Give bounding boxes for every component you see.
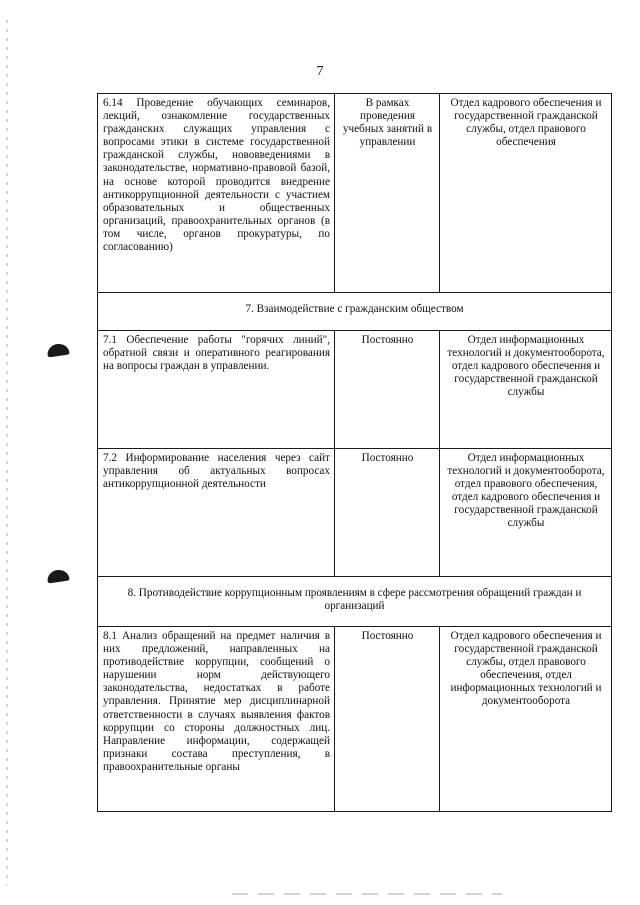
- activity-cell: 8.1 Анализ обращений на предмет наличия в них предложений, направленных на противодействие коррупции, сообщений о нарушении норм действующего законодательства, недостатках в работе управления. Принятие мер дисциплинарной ответственности в случаях выявления фактов коррупции со стороны должностных лиц. Направление информации, содержащей признаки состава преступления, в правоохранительные органы: [98, 627, 335, 812]
- scan-smudge-mark: [46, 569, 69, 584]
- page-number: 7: [316, 64, 324, 79]
- section-title: 8. Противодействие коррупционным проявлениям в сфере рассмотрения обращений граждан и организаций: [98, 577, 612, 627]
- table-row: [98, 627, 612, 812]
- section-header-row: [98, 577, 612, 627]
- activity-cell: 6.14 Проведение обучающих семинаров, лекций, ознакомление государственных гражданских служащих управления с вопросами этики в системе государственной гражданской службы, нововведениями в законодательстве, нормативно-правовой базой, на основе которой проводится внедрение антикоррупционной деятельности с участием образовательных и общественных организаций, правоохранительных органов (в том числе, органов прокуратуры, по согласованию): [98, 94, 335, 293]
- term-cell: В рамках проведения учебных занятий в управлении: [335, 94, 440, 293]
- table-row: [98, 331, 612, 449]
- table-row: [98, 449, 612, 577]
- table-row: [98, 94, 612, 293]
- anticorruption-plan-table: [97, 93, 612, 812]
- term-cell: Постоянно: [335, 331, 440, 449]
- term-cell: Постоянно: [335, 449, 440, 577]
- responsible-cell: Отдел кадрового обеспечения и государственной гражданской службы, отдел правового обеспечения: [440, 94, 612, 293]
- activity-cell: 7.2 Информирование населения через сайт управления об актуальных вопросах антикоррупционной деятельности: [98, 449, 335, 577]
- scan-edge-artifact: [6, 20, 8, 885]
- scan-bottom-artifact: [232, 893, 502, 895]
- scan-smudge-mark: [46, 343, 69, 358]
- term-cell: Постоянно: [335, 627, 440, 812]
- responsible-cell: Отдел кадрового обеспечения и государственной гражданской службы, отдел правового обеспечения, отдел информационных технологий и документооборота: [440, 627, 612, 812]
- section-title: 7. Взаимодействие с гражданским обществом: [98, 293, 612, 331]
- responsible-cell: Отдел информационных технологий и документооборота, отдел кадрового обеспечения и государственной гражданской службы: [440, 331, 612, 449]
- activity-cell: 7.1 Обеспечение работы "горячих линий", обратной связи и оперативного реагирования на вопросы граждан в управлении.: [98, 331, 335, 449]
- responsible-cell: Отдел информационных технологий и документооборота, отдел правового обеспечения, отдел кадрового обеспечения и государственной гражданской службы: [440, 449, 612, 577]
- section-header-row: [98, 293, 612, 331]
